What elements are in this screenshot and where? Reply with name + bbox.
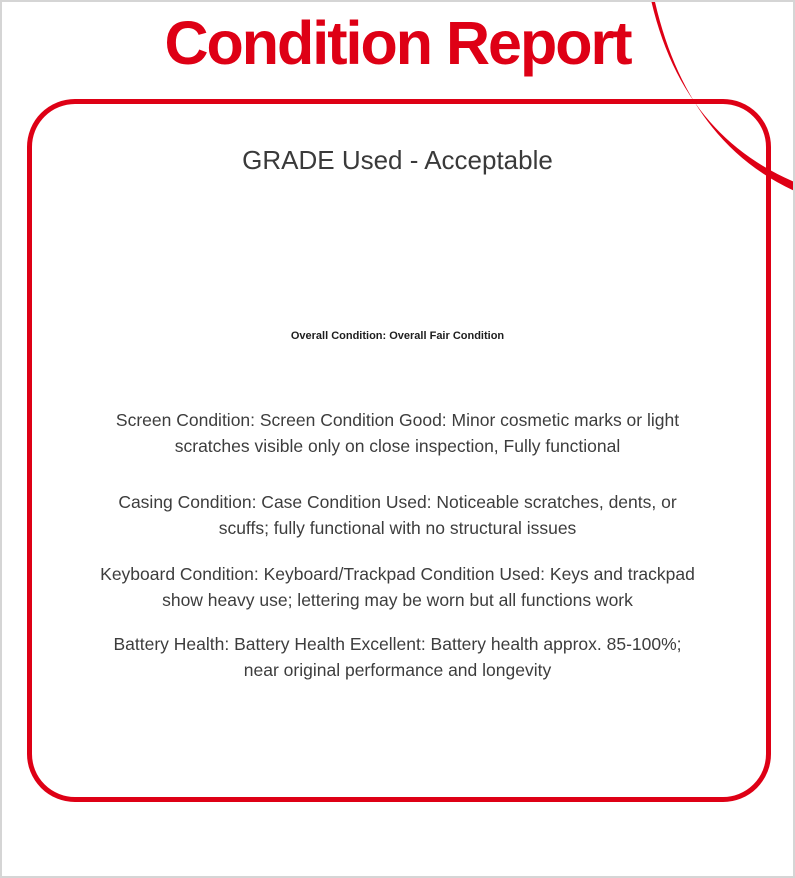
grade-heading: GRADE Used - Acceptable	[242, 145, 553, 175]
keyboard-condition-line-2: show heavy use; lettering may be worn but all functions work	[162, 590, 633, 610]
screen-condition-line-2: scratches visible only on close inspection, Fully functional	[174, 436, 621, 456]
battery-health-paragraph	[2, 631, 793, 683]
casing-condition-line-1: Casing Condition: Case Condition Used: Noticeable scratches, dents, or	[118, 492, 677, 512]
page-title: Condition Report	[164, 9, 631, 77]
keyboard-condition-line-1: Keyboard Condition: Keyboard/Trackpad Condition Used: Keys and trackpad	[100, 564, 695, 584]
battery-health-line-1: Battery Health: Battery Health Excellent: Battery health approx. 85-100%;	[113, 634, 682, 654]
overall-condition-text: Overall Condition: Overall Fair Condition	[290, 330, 505, 342]
keyboard-condition-paragraph	[2, 561, 793, 613]
screen-condition-paragraph	[2, 407, 793, 459]
battery-health-line-2: near original performance and longevity	[243, 660, 552, 680]
casing-condition-paragraph	[2, 489, 793, 541]
casing-condition-line-2: scuffs; fully functional with no structural issues	[218, 518, 577, 538]
screen-condition-line-1: Screen Condition: Screen Condition Good: Minor cosmetic marks or light	[115, 410, 680, 430]
